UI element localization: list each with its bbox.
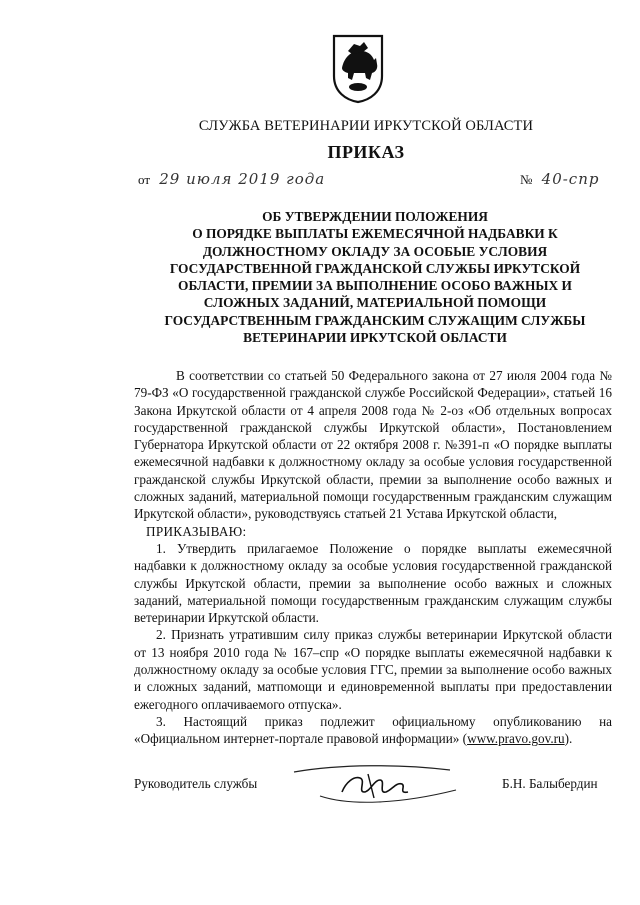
handwritten-signature-icon [280,762,470,808]
order-item-1: 1. Утвердить прилагаемое Положение о порядке выплаты ежемесячной надбавки к должностному окладу за особые условия государственной гражданской службы Иркутской области, премии за выполнение особо важных и сложных заданий, материальной помощи государственным гражданским служащим службы ветеринарии Иркутской области. [134,540,612,626]
document-title [140,208,610,346]
order-item-3 [134,713,612,748]
signer-name: Б.Н. Балыбердин [502,776,598,791]
order-item-3-tail: ). [564,731,573,747]
title-line: ГОСУДАРСТВЕННЫМ ГРАЖДАНСКИМ СЛУЖАЩИМ СЛУЖБЫ [164,312,586,328]
document-body [134,367,612,748]
order-item-3-text: 3. Настоящий приказ подлежит официальному опубликованию на «Официальном интернет-портале правовой информации» ( [134,713,612,747]
number-value: 40-спр [541,170,600,188]
title-line: О ПОРЯДКЕ ВЫПЛАТЫ ЕЖЕМЕСЯЧНОЙ НАДБАВКИ К [192,226,558,242]
title-line: ГОСУДАРСТВЕННОЙ ГРАЖДАНСКОЙ СЛУЖБЫ ИРКУТСКОЙ [169,260,581,276]
order-word: ПРИКАЗЫВАЮ: [146,523,247,539]
signer-position: Руководитель службы [134,776,258,791]
title-line: СЛОЖНЫХ ЗАДАНИЙ, МАТЕРИАЛЬНОЙ ПОМОЩИ [203,295,547,311]
pravo-gov-link[interactable]: www.pravo.gov.ru [467,731,565,747]
document-type: ПРИКАЗ [327,142,405,162]
title-line: ДОЛЖНОСТНОМУ ОКЛАДУ ЗА ОСОБЫЕ УСЛОВИЯ [202,243,548,259]
number-prefix: № [520,172,533,187]
coat-of-arms-icon [330,32,386,104]
agency-name: СЛУЖБА ВЕТЕРИНАРИИ ИРКУТСКОЙ ОБЛАСТИ [198,118,534,134]
title-line: ВЕТЕРИНАРИИ ИРКУТСКОЙ ОБЛАСТИ [243,330,507,346]
date-prefix: от [138,172,151,187]
title-line: ОБЛАСТИ, ПРЕМИИ ЗА ВЫПОЛНЕНИЕ ОСОБО ВАЖНЫХ И [178,278,572,294]
document-date [138,170,325,188]
order-item-2: 2. Признать утратившим силу приказ службы ветеринарии Иркутской области от 13 ноября 2010 года № 167–спр «О порядке выплаты ежемесячной надбавки к должностному окладу за особые условия ГГС, премии за выполнение особо важных и сложных заданий, матпомощи и единовременной выплаты при предоставлении ежегодного оплачиваемого отпуска». [134,627,612,712]
preamble-paragraph: В соответствии со статьей 50 Федерального закона от 27 июля 2004 года № 79-ФЗ «О государственной гражданской службе Российской Федерации», статьей 16 Закона Иркутской области от 4 апреля 2008 года № 2-оз «Об отдельных вопросах государственной гражданской службы Иркутской области», Постановлением Губернатора Иркутской области от 22 октября 2008 г. №391-п «О порядке выплаты ежемесячной надбавки к должностному окладу за особые условия государственной гражданской службы Иркутской области, премии за выполнение особо важных и сложных заданий, материальной помощи государственным гражданским служащим Иркутской области», руководствуясь статьей 21 Устава Иркутской области, [134,368,612,522]
document-number [520,170,599,188]
date-value: 29 июля 2019 года [159,170,326,188]
title-line: ОБ УТВЕРЖДЕНИИ ПОЛОЖЕНИЯ [262,209,488,224]
